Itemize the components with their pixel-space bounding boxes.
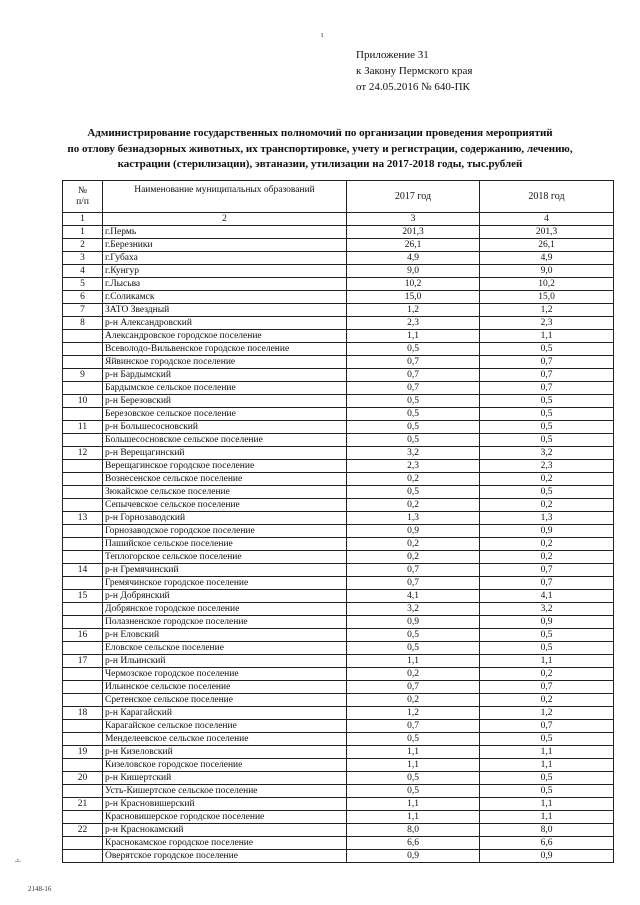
row-number: 19	[63, 746, 103, 759]
row-value-2017: 1,1	[347, 655, 480, 668]
table-row	[63, 421, 614, 434]
row-number	[63, 356, 103, 369]
row-name: Добрянское городское поселение	[103, 603, 347, 616]
row-name: Бардымское сельское поселение	[103, 382, 347, 395]
row-name: Пашийское сельское поселение	[103, 538, 347, 551]
row-value-2017: 0,5	[347, 733, 480, 746]
row-name: Зюкайское сельское поселение	[103, 486, 347, 499]
table-row	[63, 317, 614, 330]
funding-table	[62, 180, 614, 863]
header-2018: 2018 год	[480, 181, 614, 213]
row-value-2017: 10,2	[347, 278, 480, 291]
row-name: р-н Краснокамский	[103, 824, 347, 837]
row-value-2018: 0,9	[480, 850, 614, 863]
table-row	[63, 343, 614, 356]
row-value-2018: 4,9	[480, 252, 614, 265]
table-row	[63, 395, 614, 408]
row-name: Чермозское городское поселение	[103, 668, 347, 681]
row-name: р-н Гремячинский	[103, 564, 347, 577]
row-value-2017: 0,7	[347, 577, 480, 590]
table-row	[63, 746, 614, 759]
table-row	[63, 759, 614, 772]
row-value-2018: 3,2	[480, 447, 614, 460]
row-number: 6	[63, 291, 103, 304]
row-value-2018: 1,2	[480, 304, 614, 317]
row-name: Усть-Кишертское сельское поселение	[103, 785, 347, 798]
row-number: 2	[63, 239, 103, 252]
row-number	[63, 616, 103, 629]
title-line-3: кастрации (стерилизации), эвтаназии, утилизации на 2017-2018 годы, тыс.рублей	[117, 158, 523, 170]
row-name: р-н Красновишерский	[103, 798, 347, 811]
row-value-2017: 0,9	[347, 525, 480, 538]
row-name: г.Лысьва	[103, 278, 347, 291]
row-name: Оверятское городское поселение	[103, 850, 347, 863]
row-value-2018: 26,1	[480, 239, 614, 252]
row-value-2018: 0,7	[480, 356, 614, 369]
row-value-2017: 0,7	[347, 382, 480, 395]
row-value-2018: 0,5	[480, 785, 614, 798]
row-number	[63, 668, 103, 681]
appendix-block	[356, 47, 472, 95]
row-value-2018: 1,1	[480, 655, 614, 668]
row-value-2018: 1,1	[480, 746, 614, 759]
table-row	[63, 551, 614, 564]
row-number: 4	[63, 265, 103, 278]
table-header-row	[63, 181, 614, 213]
row-name: р-н Карагайский	[103, 707, 347, 720]
row-name: р-н Кизеловский	[103, 746, 347, 759]
table-row	[63, 694, 614, 707]
table-row	[63, 447, 614, 460]
row-value-2017: 0,5	[347, 642, 480, 655]
table-row	[63, 525, 614, 538]
table-row	[63, 720, 614, 733]
appendix-line-3: от 24.05.2016 № 640-ПК	[356, 81, 470, 93]
row-name: р-н Бардымский	[103, 369, 347, 382]
row-value-2017: 2,3	[347, 460, 480, 473]
row-value-2017: 0,7	[347, 369, 480, 382]
row-value-2017: 0,2	[347, 473, 480, 486]
row-number	[63, 538, 103, 551]
row-value-2018: 201,3	[480, 226, 614, 239]
row-value-2017: 9,0	[347, 265, 480, 278]
row-name: Александровское городское поселение	[103, 330, 347, 343]
row-value-2018: 0,5	[480, 343, 614, 356]
table-row	[63, 278, 614, 291]
table-row	[63, 226, 614, 239]
row-value-2018: 0,7	[480, 564, 614, 577]
row-value-2017: 0,5	[347, 785, 480, 798]
table-row	[63, 655, 614, 668]
row-value-2018: 1,2	[480, 707, 614, 720]
row-name: г.Пермь	[103, 226, 347, 239]
row-number: 17	[63, 655, 103, 668]
table-row	[63, 369, 614, 382]
table-row	[63, 785, 614, 798]
header-2017: 2017 год	[347, 181, 480, 213]
row-name: Горнозаводское городское поселение	[103, 525, 347, 538]
row-name: р-н Александровский	[103, 317, 347, 330]
row-value-2018: 0,7	[480, 681, 614, 694]
row-name: р-н Верещагинский	[103, 447, 347, 460]
row-number: 14	[63, 564, 103, 577]
table-row	[63, 811, 614, 824]
row-name: Яйвинское городское поселение	[103, 356, 347, 369]
table-row	[63, 408, 614, 421]
row-number: 13	[63, 512, 103, 525]
row-number	[63, 343, 103, 356]
row-value-2018: 0,7	[480, 382, 614, 395]
row-value-2018: 10,2	[480, 278, 614, 291]
table-row	[63, 798, 614, 811]
row-value-2017: 26,1	[347, 239, 480, 252]
row-value-2018: 0,5	[480, 772, 614, 785]
row-name: Ильинское сельское поселение	[103, 681, 347, 694]
row-name: Большесосновское сельское поселение	[103, 434, 347, 447]
table-row	[63, 733, 614, 746]
table-row	[63, 304, 614, 317]
row-name: Вознесенское сельское поселение	[103, 473, 347, 486]
row-number: 21	[63, 798, 103, 811]
row-value-2017: 1,1	[347, 798, 480, 811]
row-value-2018: 0,2	[480, 538, 614, 551]
table-row	[63, 382, 614, 395]
row-value-2017: 1,1	[347, 811, 480, 824]
row-value-2018: 0,5	[480, 629, 614, 642]
row-value-2017: 1,2	[347, 707, 480, 720]
row-value-2017: 1,1	[347, 759, 480, 772]
row-name: Сепычевское сельское поселение	[103, 499, 347, 512]
row-value-2018: 0,5	[480, 395, 614, 408]
row-number: 3	[63, 252, 103, 265]
row-name: р-н Большесосновский	[103, 421, 347, 434]
row-value-2017: 0,7	[347, 681, 480, 694]
row-value-2018: 15,0	[480, 291, 614, 304]
row-value-2018: 0,5	[480, 733, 614, 746]
row-number: 22	[63, 824, 103, 837]
row-name: ЗАТО Звездный	[103, 304, 347, 317]
row-value-2017: 8,0	[347, 824, 480, 837]
row-value-2018: 0,2	[480, 473, 614, 486]
table-row	[63, 707, 614, 720]
row-value-2017: 4,9	[347, 252, 480, 265]
row-value-2017: 2,3	[347, 317, 480, 330]
table-row	[63, 850, 614, 863]
row-value-2018: 4,1	[480, 590, 614, 603]
row-number	[63, 720, 103, 733]
row-value-2018: 3,2	[480, 603, 614, 616]
table-row	[63, 486, 614, 499]
row-number	[63, 642, 103, 655]
row-value-2017: 0,2	[347, 694, 480, 707]
row-value-2018: 0,7	[480, 577, 614, 590]
row-value-2018: 1,1	[480, 811, 614, 824]
row-name: Карагайское сельское поселение	[103, 720, 347, 733]
table-row	[63, 642, 614, 655]
row-value-2018: 1,1	[480, 330, 614, 343]
row-number	[63, 694, 103, 707]
row-value-2017: 0,5	[347, 434, 480, 447]
title-line-2: по отлову безнадзорных животных, их транспортировке, учету и регистрации, содержанию, лечению,	[67, 142, 573, 155]
row-number: 7	[63, 304, 103, 317]
row-value-2017: 3,2	[347, 603, 480, 616]
table-row	[63, 473, 614, 486]
row-value-2018: 2,3	[480, 317, 614, 330]
row-name: г.Губаха	[103, 252, 347, 265]
row-number	[63, 460, 103, 473]
table-row	[63, 668, 614, 681]
table-row	[63, 824, 614, 837]
row-value-2018: 1,3	[480, 512, 614, 525]
row-value-2018: 0,2	[480, 668, 614, 681]
row-number	[63, 551, 103, 564]
appendix-line-1: Приложение 31	[356, 49, 429, 61]
row-number	[63, 603, 103, 616]
row-number: 5	[63, 278, 103, 291]
row-value-2018: 1,1	[480, 798, 614, 811]
row-value-2018: 0,9	[480, 616, 614, 629]
row-number: 10	[63, 395, 103, 408]
row-value-2017: 201,3	[347, 226, 480, 239]
row-name: Березовское сельское поселение	[103, 408, 347, 421]
row-value-2017: 1,1	[347, 746, 480, 759]
row-value-2017: 0,5	[347, 629, 480, 642]
column-number-2: 2	[103, 213, 347, 226]
row-value-2017: 0,7	[347, 720, 480, 733]
row-number	[63, 382, 103, 395]
row-value-2017: 4,1	[347, 590, 480, 603]
row-number	[63, 850, 103, 863]
row-value-2017: 15,0	[347, 291, 480, 304]
row-value-2018: 0,7	[480, 369, 614, 382]
row-number	[63, 499, 103, 512]
row-value-2018: 6,6	[480, 837, 614, 850]
row-value-2018: 2,3	[480, 460, 614, 473]
row-number	[63, 408, 103, 421]
table-row	[63, 629, 614, 642]
header-number-line-2: п/п	[76, 196, 89, 207]
row-name: Полазненское городское поселение	[103, 616, 347, 629]
table-row	[63, 538, 614, 551]
row-value-2018: 0,5	[480, 408, 614, 421]
table-body	[63, 226, 614, 863]
row-number: 16	[63, 629, 103, 642]
row-name: р-н Кишертский	[103, 772, 347, 785]
row-value-2017: 0,2	[347, 538, 480, 551]
table-row	[63, 265, 614, 278]
row-name: Верещагинское городское поселение	[103, 460, 347, 473]
row-number	[63, 577, 103, 590]
column-numbers-row	[63, 213, 614, 226]
row-number	[63, 486, 103, 499]
table-row	[63, 434, 614, 447]
margin-mark: ∸	[14, 856, 22, 866]
row-name: Теплогорское сельское поселение	[103, 551, 347, 564]
table-row	[63, 291, 614, 304]
row-name: р-н Березовский	[103, 395, 347, 408]
row-name: Красновишерское городское поселение	[103, 811, 347, 824]
footer-code: 2148-16	[28, 885, 52, 893]
row-name: г.Кунгур	[103, 265, 347, 278]
row-name: Еловское сельское поселение	[103, 642, 347, 655]
row-value-2018: 0,5	[480, 642, 614, 655]
page-mark: ı	[321, 30, 324, 39]
table-row	[63, 837, 614, 850]
row-number	[63, 759, 103, 772]
row-number	[63, 525, 103, 538]
row-number	[63, 330, 103, 343]
document-title	[40, 126, 600, 173]
row-value-2017: 1,2	[347, 304, 480, 317]
row-name: Всеволодо-Вильвенское городское поселение	[103, 343, 347, 356]
row-name: Сретенское сельское поселение	[103, 694, 347, 707]
table-row	[63, 460, 614, 473]
appendix-line-2: к Закону Пермского края	[356, 65, 473, 77]
row-number	[63, 434, 103, 447]
row-name: р-н Добрянский	[103, 590, 347, 603]
row-value-2018: 0,9	[480, 525, 614, 538]
row-number: 9	[63, 369, 103, 382]
row-name: г.Соликамск	[103, 291, 347, 304]
table-row	[63, 590, 614, 603]
table-row	[63, 603, 614, 616]
row-value-2017: 0,2	[347, 499, 480, 512]
row-name: Кизеловское городское поселение	[103, 759, 347, 772]
row-value-2018: 0,2	[480, 694, 614, 707]
row-value-2018: 8,0	[480, 824, 614, 837]
row-name: Краснокамское городское поселение	[103, 837, 347, 850]
table-row	[63, 330, 614, 343]
column-number-3: 3	[347, 213, 480, 226]
table-row	[63, 239, 614, 252]
header-number	[63, 181, 103, 213]
row-value-2017: 0,5	[347, 343, 480, 356]
row-value-2017: 0,5	[347, 486, 480, 499]
title-line-1: Администрирование государственных полномочий по организации проведения мероприятий	[87, 127, 553, 139]
table-row	[63, 512, 614, 525]
row-number: 8	[63, 317, 103, 330]
row-value-2017: 1,3	[347, 512, 480, 525]
row-name: Менделеевское сельское поселение	[103, 733, 347, 746]
row-value-2018: 0,5	[480, 421, 614, 434]
row-value-2018: 1,1	[480, 759, 614, 772]
row-number	[63, 733, 103, 746]
row-value-2018: 0,5	[480, 434, 614, 447]
row-number: 12	[63, 447, 103, 460]
table-row	[63, 577, 614, 590]
row-number	[63, 811, 103, 824]
row-value-2017: 0,5	[347, 395, 480, 408]
row-value-2017: 0,9	[347, 850, 480, 863]
table-row	[63, 499, 614, 512]
table-row	[63, 564, 614, 577]
row-value-2017: 0,2	[347, 551, 480, 564]
row-value-2017: 0,9	[347, 616, 480, 629]
column-number-4: 4	[480, 213, 614, 226]
row-number	[63, 681, 103, 694]
row-value-2017: 0,7	[347, 356, 480, 369]
row-value-2017: 0,7	[347, 564, 480, 577]
table-row	[63, 616, 614, 629]
row-value-2018: 0,5	[480, 486, 614, 499]
row-number: 15	[63, 590, 103, 603]
row-number	[63, 473, 103, 486]
row-number	[63, 837, 103, 850]
row-value-2017: 0,5	[347, 772, 480, 785]
row-name: р-н Еловский	[103, 629, 347, 642]
row-value-2018: 9,0	[480, 265, 614, 278]
row-value-2017: 0,5	[347, 421, 480, 434]
table-row	[63, 772, 614, 785]
row-name: Гремячинское городское поселение	[103, 577, 347, 590]
row-number	[63, 785, 103, 798]
row-name: р-н Горнозаводский	[103, 512, 347, 525]
row-number: 11	[63, 421, 103, 434]
table-row	[63, 252, 614, 265]
row-value-2017: 0,5	[347, 408, 480, 421]
row-value-2017: 1,1	[347, 330, 480, 343]
row-name: р-н Ильинский	[103, 655, 347, 668]
header-number-line-1: №	[77, 185, 88, 196]
row-number: 18	[63, 707, 103, 720]
header-name: Наименование муниципальных образований	[103, 181, 347, 213]
row-value-2017: 3,2	[347, 447, 480, 460]
row-value-2017: 0,2	[347, 668, 480, 681]
row-value-2018: 0,2	[480, 551, 614, 564]
row-number: 20	[63, 772, 103, 785]
row-value-2018: 0,2	[480, 499, 614, 512]
row-value-2017: 6,6	[347, 837, 480, 850]
row-value-2018: 0,7	[480, 720, 614, 733]
row-name: г.Березники	[103, 239, 347, 252]
column-number-1: 1	[63, 213, 103, 226]
table-row	[63, 356, 614, 369]
table-row	[63, 681, 614, 694]
row-number: 1	[63, 226, 103, 239]
